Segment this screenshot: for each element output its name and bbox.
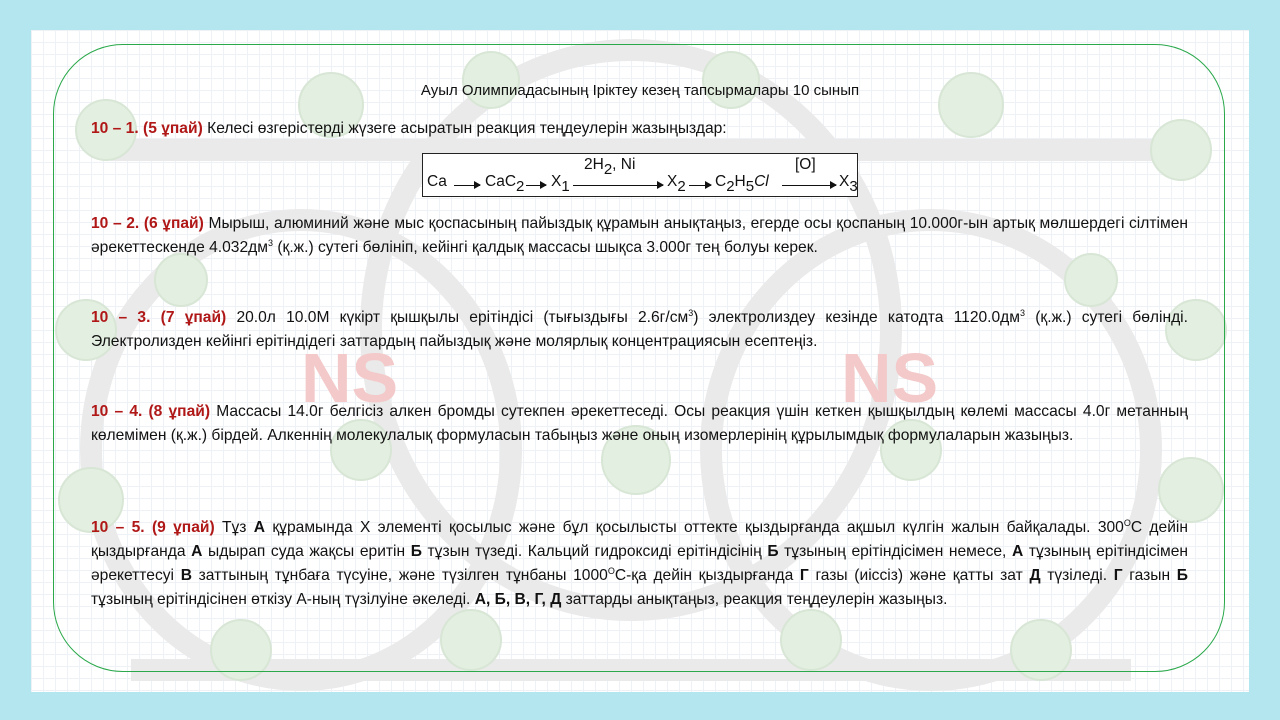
scheme-x1: $X_1$	[551, 173, 570, 195]
problem-5-text: Тұз А құрамында Х элементі қосылыс және бұл қосылысты оттекте қыздырғанда ақшыл күлгін жалын байқалады. $300^ОС$ дейін қыздырғанда А ыдырап суда жақсы еритін Б тұзын түзеді. Кальций гидроксиді ерітіндісінің Б тұзының ерітіндісімен немесе, А тұзының ерітіндісімен әрекеттесуі В заттының тұнбаға түсуіне, және түзілген тұнбаны $1000^ОС-қа$ дейін қыздырғанда Г газы (иіссіз) және қатты зат Д түзіледі. Г газын Б тұзының ерітіндісінен өткізу А-ның түзілуіне әкеледі. А, Б, В, Г, Д заттарды анықтаңыз, реакция теңдеулерін жазыңыз.	[91, 518, 1189, 608]
scheme-arrow-5	[782, 185, 836, 186]
problem-2-text-a: Мырыш, алюминий және мыс қоспасының пайыздық құрамын анықтаңыз, егерде осы қоспаның 10.000г-ын артық мөлшердегі сілтімен әрекеттескенде 4.032дм	[91, 215, 1188, 256]
scheme-x3: $X_3$	[839, 173, 858, 195]
problem-1-text: Келесі өзгерістерді жүзеге асыратын реакция теңдеулерін жазыңыздар:	[207, 120, 727, 137]
problem-1	[91, 117, 1188, 141]
problem-2-text-b: (қ.ж.) сутегі бөлініп, кейінгі қалдық массасы шықса 3.000г тең болуы керек.	[273, 239, 818, 256]
scheme-cac2: CaC$_2$	[485, 173, 525, 195]
problem-4-text: Массасы 14.0г белгісіз алкен бромды сутекпен әрекеттеседі. Осы реакция үшін кеткен қышқылдың көлемі массасы 4.0г метанның көлемімен (қ.ж.) бірдей. Алкеннің молекулалық формуласын табыңыз және оның изомерлерінің құрылымдық формулаларын жазыңыз.	[91, 403, 1188, 444]
problem-1-heading: 10 – 1. (5 ұпай)	[91, 120, 203, 137]
problem-2: 10 – 2. (6 ұпай) Мырыш, алюминий және мыс қоспасының пайыздық құрамын анықтаңыз, егерде осы қоспаның 10.000г-ын артық мөлшердегі сілтімен әрекеттескенде $4.032дм^3$ (қ.ж.) сутегі бөлініп, кейінгі қалдық массасы шықса 3.000г тең болуы керек.	[91, 215, 1188, 256]
scheme-arrow-1	[454, 185, 480, 186]
problem-4-heading: 10 – 4. (8 ұпай)	[91, 403, 211, 420]
problem-3: 10 – 3. (7 ұпай) 20.0л 10.0М күкірт қышқылы ерітіндісі (тығыздығы $2.6г/см^3$) электролиздеу кезінде катодта $1120.0дм^3$ (қ.ж.) сутегі бөлінді. Электролизден кейінгі ерітіндідегі заттардың пайыздық және молярлық концентрациясын есептеңіз.	[91, 308, 1188, 350]
page-title: Ауыл Олимпиадасының Іріктеу кезең тапсырмалары 10 сынып	[420, 82, 860, 99]
scheme-label-h2-ni: $2H_2$, Ni	[584, 156, 636, 178]
scheme-ca: Ca	[427, 173, 447, 190]
problem-5	[91, 516, 1188, 612]
problem-3-text-c: (қ.ж.) сутегі бөлінді. Электролизден кейінгі ерітіндідегі заттардың пайыздық және молярлық концентрациясын есептеңіз.	[91, 309, 1188, 350]
scheme-x2: $X_2$	[667, 173, 686, 195]
slide	[31, 30, 1249, 692]
problem-4	[91, 400, 1188, 448]
scheme-arrow-3	[573, 185, 663, 186]
reaction-scheme	[422, 153, 858, 197]
watermark-ns-right: NS	[841, 339, 939, 417]
problem-2-heading: 10 – 2. (6 ұпай)	[91, 215, 204, 232]
problem-3-text-a: 20.0л 10.0М күкірт қышқылы ерітіндісі (тығыздығы 2.6г/см	[236, 309, 689, 326]
scheme-arrow-4	[689, 185, 711, 186]
problem-5-heading: 10 – 5. (9 ұпай)	[91, 519, 215, 536]
scheme-c2h5cl: $C_2H_5Cl$	[715, 173, 769, 195]
watermark-ns-left: NS	[301, 339, 399, 417]
scheme-arrow-2	[526, 185, 546, 186]
problem-3-text-b: ) электролиздеу кезінде катодта 1120.0дм	[693, 309, 1020, 326]
problem-3-heading: 10 – 3. (7 ұпай)	[91, 309, 227, 326]
scheme-label-o: [O]	[795, 156, 816, 173]
